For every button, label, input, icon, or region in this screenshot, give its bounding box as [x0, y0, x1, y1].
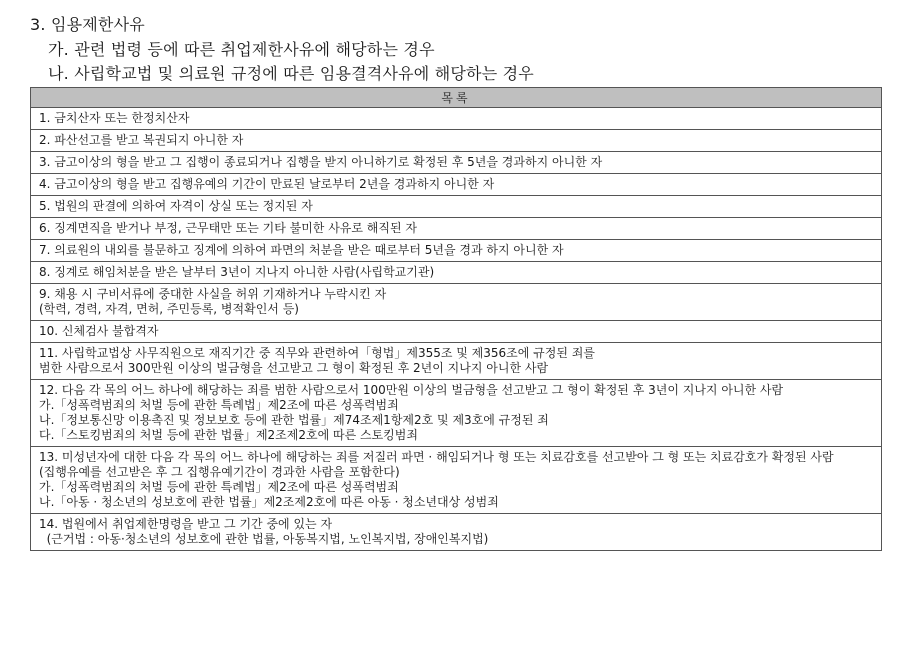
table-row [31, 130, 882, 152]
table-cell [31, 152, 882, 174]
row-text-line: 가.「성폭력범죄의 처벌 등에 관한 특례법」제2조에 따른 성폭력범죄 [39, 398, 399, 412]
table-cell [31, 130, 882, 152]
section-title: 3. 임용제한사유 [30, 15, 145, 34]
row-text-line: 범한 사람으로서 300만원 이상의 벌금형을 선고받고 그 형이 확정된 후 2년이 지나지 아니한 사람 [39, 361, 549, 375]
table-row [31, 343, 882, 380]
row-text-line: 10. 신체검사 불합격자 [39, 324, 159, 338]
table-row [31, 380, 882, 447]
table-header: 목록 [31, 88, 882, 108]
table-row [31, 174, 882, 196]
row-text-line: 나.「아동 · 청소년의 성보호에 관한 법률」제2조제2호에 따른 아동 · 청소년대상 성범죄 [39, 495, 499, 509]
table-cell [31, 196, 882, 218]
table-cell [31, 108, 882, 130]
row-text-line: 9. 채용 시 구비서류에 중대한 사실을 허위 기재하거나 누락시킨 자 [39, 287, 387, 301]
table-row [31, 321, 882, 343]
table-cell [31, 321, 882, 343]
table-row [31, 514, 882, 551]
table-cell [31, 284, 882, 321]
row-text-line: 1. 금치산자 또는 한정치산자 [39, 111, 190, 125]
row-text-line: 11. 사립학교법상 사무직원으로 재직기간 중 직무와 관련하여「형법」제355조 및 제356조에 규정된 죄를 [39, 346, 595, 360]
table-cell [31, 174, 882, 196]
row-text-line: 12. 다음 각 목의 어느 하나에 해당하는 죄를 범한 사람으로서 100만원 이상의 벌금형을 선고받고 그 형이 확정된 후 3년이 지나지 아니한 사람 [39, 383, 784, 397]
row-text-line: (근거법 : 아동·청소년의 성보호에 관한 법률, 아동복지법, 노인복지법, 장애인복지법) [39, 532, 489, 546]
row-text-line: 3. 금고이상의 형을 받고 그 집행이 종료되거나 집행을 받지 아니하기로 확정된 후 5년을 경과하지 아니한 자 [39, 155, 603, 169]
table-row [31, 108, 882, 130]
row-text-line: 5. 법원의 판결에 의하여 자격이 상실 또는 정지된 자 [39, 199, 313, 213]
table-body [31, 108, 882, 551]
row-text-line: (집행유예를 선고받은 후 그 집행유예기간이 경과한 사람을 포함한다) [39, 465, 400, 479]
table-cell [31, 380, 882, 447]
disqualification-table [30, 87, 882, 551]
sub-item-employment-restriction: 가. 관련 법령 등에 따른 취업제한사유에 해당하는 경우 [48, 40, 435, 59]
table-row [31, 240, 882, 262]
table-cell [31, 262, 882, 284]
table-cell [31, 514, 882, 551]
table-cell [31, 343, 882, 380]
row-text-line: (학력, 경력, 자격, 면허, 주민등록, 병적확인서 등) [39, 302, 299, 316]
row-text-line: 2. 파산선고를 받고 복권되지 아니한 자 [39, 133, 244, 147]
row-text-line: 8. 징계로 해임처분을 받은 날부터 3년이 지나지 아니한 사람(사립학교기관) [39, 265, 435, 279]
table-row [31, 447, 882, 514]
row-text-line: 7. 의료원의 내외를 불문하고 징계에 의하여 파면의 처분을 받은 때로부터 5년을 경과 하지 아니한 자 [39, 243, 564, 257]
row-text-line: 4. 금고이상의 형을 받고 집행유예의 기간이 만료된 날로부터 2년을 경과하지 아니한 자 [39, 177, 495, 191]
table-row [31, 196, 882, 218]
row-text-line: 6. 징계면직을 받거나 부정, 근무태만 또는 기타 불미한 사유로 해직된 자 [39, 221, 417, 235]
table-row [31, 284, 882, 321]
row-text-line: 나.「정보통신망 이용촉진 및 정보보호 등에 관한 법률」제74조제1항제2호 및 제3호에 규정된 죄 [39, 413, 549, 427]
table-row [31, 262, 882, 284]
row-text-line: 다.「스토킹범죄의 처벌 등에 관한 법률」제2조제2호에 따른 스토킹범죄 [39, 428, 418, 442]
row-text-line: 14. 법원에서 취업제한명령을 받고 그 기간 중에 있는 자 [39, 517, 333, 531]
table-cell [31, 240, 882, 262]
table-cell [31, 447, 882, 514]
table-cell [31, 218, 882, 240]
row-text-line: 13. 미성년자에 대한 다음 각 목의 어느 하나에 해당하는 죄를 저질러 파면 · 해임되거나 형 또는 치료감호를 선고받아 그 형 또는 치료감호가 확정된 사람 [39, 450, 834, 464]
sub-item-disqualification: 나. 사립학교법 및 의료원 규정에 따른 임용결격사유에 해당하는 경우 [48, 64, 534, 83]
row-text-line: 가.「성폭력범죄의 처벌 등에 관한 특례법」제2조에 따른 성폭력범죄 [39, 480, 399, 494]
table-row [31, 152, 882, 174]
table-row [31, 218, 882, 240]
